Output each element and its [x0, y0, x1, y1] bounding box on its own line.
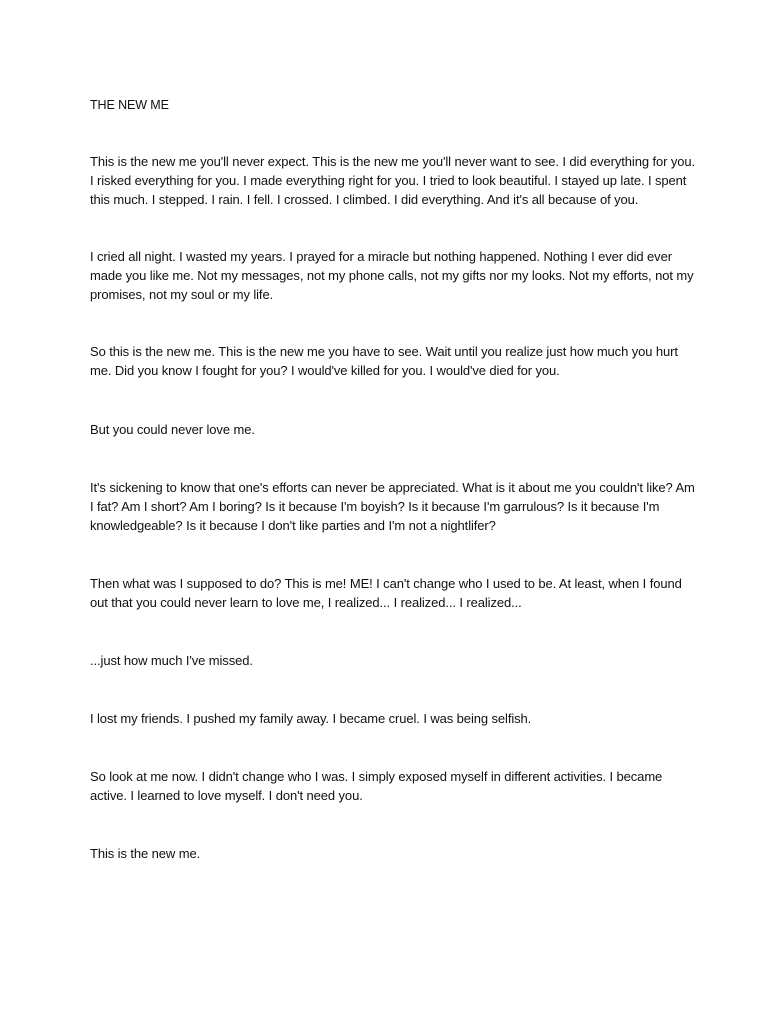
- paragraph: I lost my friends. I pushed my family away. I became cruel. I was being selfish.: [90, 711, 532, 726]
- paragraph: So this is the new me. This is the new me you have to see. Wait until you realize just how much you hurt me. Did you know I fought for you? I would've killed for you. I would've died for you.: [90, 344, 678, 378]
- paragraph: ...just how much I've missed.: [90, 653, 253, 668]
- paragraph: It's sickening to know that one's efforts can never be appreciated. What is it about me you couldn't like? Am I fat? Am I short? Am I boring? Is it because I'm boyish? Is it because I'm garrulous? Is it because I'm knowledgeable? Is it because I don't like parties and I'm not a nightlifer?: [90, 480, 695, 533]
- paragraph: I cried all night. I wasted my years. I prayed for a miracle but nothing happened. Nothing I ever did ever made you like me. Not my messages, not my phone calls, not my gifts nor my looks. Not my efforts, not my promises, not my soul or my life.: [90, 249, 694, 302]
- paragraph: This is the new me.: [90, 846, 201, 861]
- paragraph: But you could never love me.: [90, 422, 255, 437]
- paragraph: Then what was I supposed to do? This is me! ME! I can't change who I used to be. At least, when I found out that you could never learn to love me, I realized... I realized... I realized...: [90, 576, 682, 610]
- document-title: THE NEW ME: [90, 98, 169, 112]
- paragraph: So look at me now. I didn't change who I was. I simply exposed myself in different activities. I became active. I learned to love myself. I don't need you.: [90, 769, 663, 803]
- paragraph: This is the new me you'll never expect. This is the new me you'll never want to see. I did everything for you. I risked everything for you. I made everything right for you. I tried to look beautiful. I stayed up late. I spent this much. I stepped. I rain. I fell. I crossed. I climbed. I did everything. And it's all because of you.: [90, 154, 696, 207]
